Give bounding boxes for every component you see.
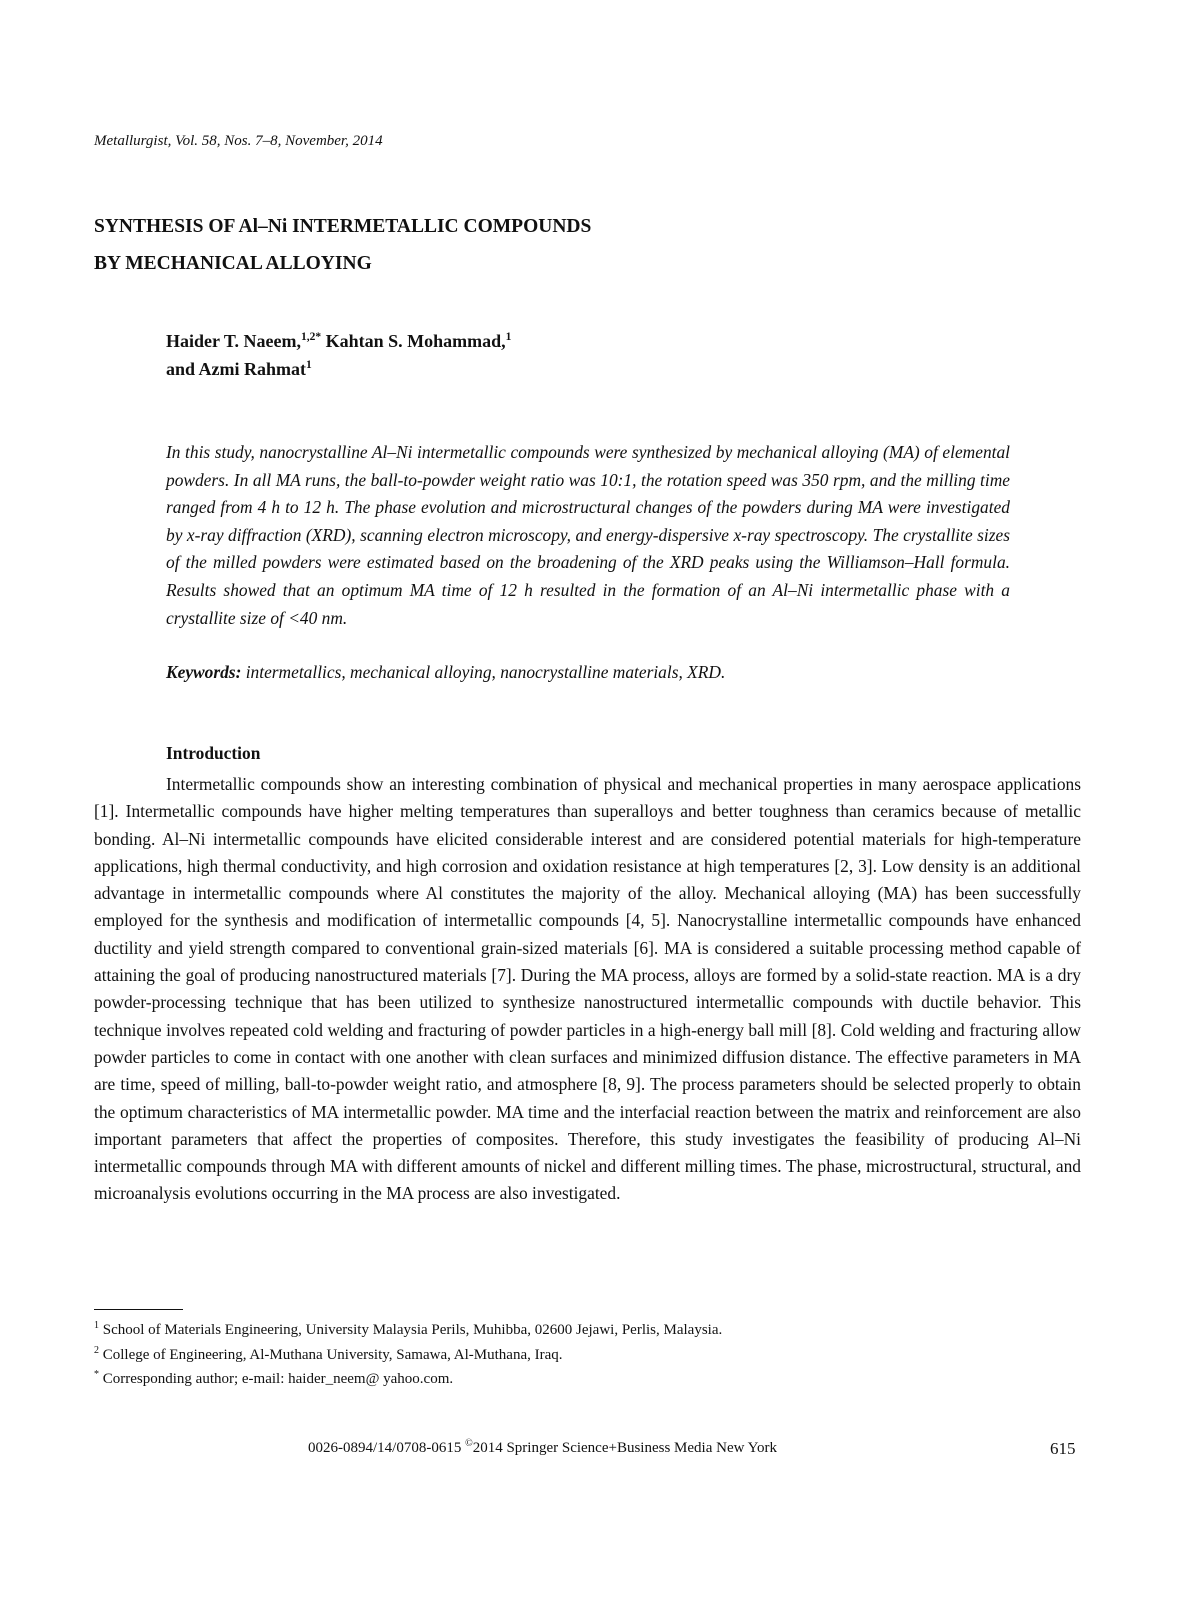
keywords-label: Keywords: — [166, 662, 242, 682]
footnote — [94, 1343, 1094, 1368]
doi-code: 0026-0894/14/0708-0615 — [308, 1440, 466, 1456]
author-line-1 — [166, 327, 511, 355]
paper-title — [94, 208, 591, 282]
author-list — [166, 327, 511, 383]
section-heading-introduction: Introduction — [166, 743, 261, 763]
affiliation-mark: 1 — [306, 359, 312, 371]
introduction-paragraph: Intermetallic compounds show an interesting combination of physical and mechanical properties in many aerospace applications [1]. Intermetallic compounds have higher melting temperatures than superalloys and better toughness than ceramics because of metallic bonding. Al–Ni intermetallic compounds have elicited considerable interest and are considered potential materials for high-temperature applications, high thermal conductivity, and high corrosion and oxidation resistance at high temperatures [2, 3]. Low density is an additional advantage in intermetallic compounds where Al constitutes the majority of the alloy. Mechanical alloying (MA) has been successfully employed for the synthesis and modification of intermetallic compounds [4, 5]. Nanocrystalline intermetallic compounds have enhanced ductility and yield strength compared to conventional grain-sized materials [6]. MA is considered a suitable processing method capable of attaining the goal of producing nanostructured materials [7]. During the MA process, alloys are formed by a solid-state reaction. MA is a dry powder-processing technique that has been utilized to synthesize nanostructured intermetallic compounds with ductile behavior. This technique involves repeated cold welding and fracturing of powder particles in a high-energy ball mill [8]. Cold welding and fracturing allow powder particles to come in contact with one another with clean surfaces and minimized diffusion distance. The effective parameters in MA are time, speed of milling, ball-to-powder weight ratio, and atmosphere [8, 9]. The process parameters should be selected properly to obtain the optimum characteristics of MA intermetallic powder. MA time and the interfacial reaction between the matrix and reinforcement are also important parameters that affect the properties of composites. Therefore, this study investigates the feasibility of producing Al–Ni intermetallic compounds through MA with different amounts of nickel and different milling times. The phase, microstructural, structural, and microanalysis evolutions occurring in the MA process are also investigated. — [94, 774, 1081, 1204]
footnote-text: College of Engineering, Al-Muthana University, Samawa, Al-Muthana, Iraq. — [99, 1346, 563, 1363]
footnote-mark: 1 — [94, 1320, 99, 1331]
copyright-symbol: © — [465, 1438, 473, 1449]
keywords — [166, 659, 1010, 687]
affiliation-mark: 1,2* — [300, 331, 322, 343]
author-name: and Azmi Rahmat — [166, 359, 307, 379]
footnote-mark: 2 — [94, 1344, 99, 1356]
journal-citation: Metallurgist, Vol. 58, Nos. 7–8, November, 2014 — [94, 133, 383, 149]
author-name: Kahtan S. Mohammad, — [325, 331, 506, 351]
keywords-text: intermetallics, mechanical alloying, nanocrystalline materials, XRD. — [241, 662, 726, 682]
footnote-mark: * — [94, 1369, 99, 1380]
publisher: 2014 Springer Science+Business Media New York — [472, 1440, 777, 1456]
affiliation-mark: 1 — [505, 331, 512, 343]
footer-copyright — [308, 1440, 777, 1457]
author-name: Haider T. Naeem, — [166, 331, 301, 351]
footnote — [94, 1318, 1094, 1343]
footnote-text: School of Materials Engineering, University Malaysia Perils, Muhibba, 02600 Jejawi, Perlis, Malaysia. — [99, 1322, 723, 1338]
footnote-text: Corresponding author; e-mail: haider_neem@ yahoo.com. — [99, 1371, 454, 1387]
author-line-2 — [166, 355, 511, 383]
title-line-1: SYNTHESIS OF Al–Ni INTERMETALLIC COMPOUNDS — [94, 216, 592, 237]
footnote-rule — [94, 1309, 183, 1310]
footnotes — [94, 1318, 1094, 1392]
footnote — [94, 1367, 1094, 1392]
page-number: 615 — [1050, 1439, 1076, 1458]
title-line-2: BY MECHANICAL ALLOYING — [94, 253, 372, 274]
abstract: In this study, nanocrystalline Al–Ni intermetallic compounds were synthesized by mechanical alloying (MA) of elemental powders. In all MA runs, the ball-to-powder weight ratio was 10:1, the rotation speed was 350 rpm, and the milling time ranged from 4 h to 12 h. The phase evolution and microstructural changes of the powders during MA were investigated by x-ray diffraction (XRD), scanning electron microscopy, and energy-dispersive x-ray spectroscopy. The crystallite sizes of the milled powders were estimated based on the broadening of the XRD peaks using the Williamson–Hall formula. Results showed that an optimum MA time of 12 h resulted in the formation of an Al–Ni intermetallic phase with a crystallite size of <40 nm. — [166, 442, 1010, 628]
